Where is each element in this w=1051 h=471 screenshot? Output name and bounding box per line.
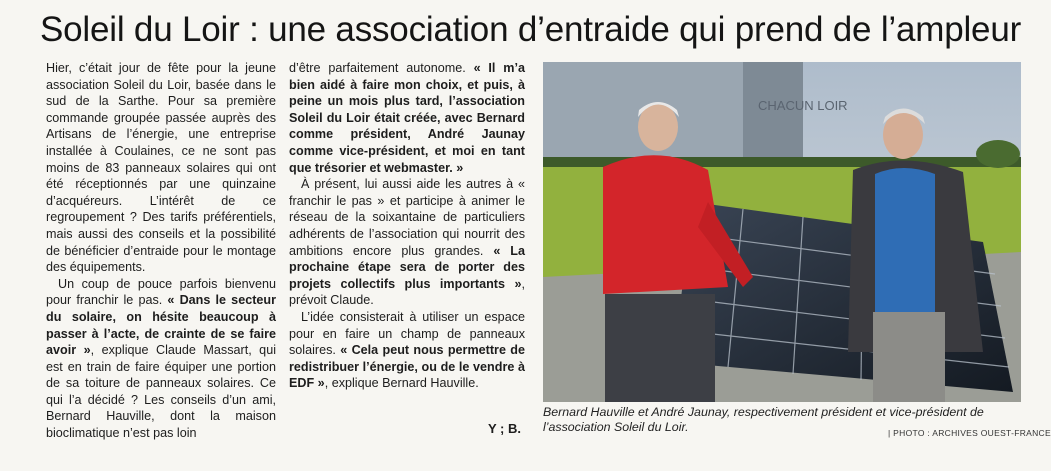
quote: « Il m’a bien aidé à faire mon choix, et puis, à peine un mois plus tard, l’association Soleil du Loir était créée, avec Bernard comme président, André Jaunay comme vice-président, et moi en tant que trésorier et webmaster. » (289, 61, 525, 175)
text-run: d’être parfaitement autonome. (289, 61, 474, 75)
byline: Y ; B. (488, 421, 521, 436)
text-run: , explique Bernard Hauville. (324, 376, 479, 391)
photo-caption: Bernard Hauville et André Jaunay, respectivement président et vice-président de l’association Soleil du Loir. (543, 405, 984, 434)
text-run: , explique Claude Massart, qui est en train de faire équiper une portion de sa toiture de panneaux solaires. Ce qui l’a décidé ? Les conseils d’un ami, Bernard Hauville, dont la maison bioclimatique n’est pas loin (46, 343, 276, 441)
paragraph: Hier, c’était jour de fête pour la jeune association Soleil du Loir, basée dans le sud de la Sarthe. Pour sa première commande groupée passée auprès des Artisans de l’énergie, une entreprise installée à Coulaines, ce ne sont pas moins de 83 panneaux solaires qui ont été réceptionnés par une quinzaine d’acquéreurs. L’intérêt de ce regroupement ? Des tarifs préférentiels, mais aussi des conseils et la possibilité de bénéficier d’entraide pour le montage des équipements. (46, 61, 276, 275)
article-column-2 (289, 60, 525, 392)
article-photo (543, 62, 1021, 402)
tree (976, 140, 1020, 168)
headline: Soleil du Loir : une association d’entraide qui prend de l’ampleur (40, 10, 1022, 49)
blue-sweater (875, 168, 935, 312)
paragraph (289, 60, 525, 176)
quote: « Cela peut nous permettre de redistribuer l’énergie, ou de le vendre à EDF » (289, 343, 525, 391)
trousers (873, 312, 945, 402)
photo-illustration (543, 62, 1021, 402)
paragraph (289, 309, 525, 392)
paragraph (46, 276, 276, 442)
wall-sign-text: CHACUN LOIR (758, 98, 848, 113)
text-run: À présent, lui aussi aide les autres à « franchir le pas » et participe à animer le réseau de la soixantaine de particuliers adhérents de l’association qui nourrit des ambitions encore plus grandes. (289, 177, 525, 258)
paragraph (289, 176, 525, 309)
trousers (605, 294, 715, 402)
article-column-1 (46, 60, 276, 442)
text-run: , prévoit Claude. (289, 276, 525, 308)
photo-credit: | PHOTO : ARCHIVES OUEST-FRANCE (888, 428, 1051, 438)
quote: « Dans le secteur du solaire, on hésite beaucoup à passer à l’acte, de crainte de se faire avoir » (46, 293, 276, 358)
text-run: L’idée consisterait à utiliser un espace pour en faire un champ de panneaux solaires. (289, 309, 525, 358)
quote: « La prochaine étape sera de porter des projets collectifs plus importants » (289, 243, 525, 291)
building-corner (743, 62, 803, 167)
text-run: Un coup de pouce parfois bienvenu pour franchir le pas. (46, 276, 276, 308)
